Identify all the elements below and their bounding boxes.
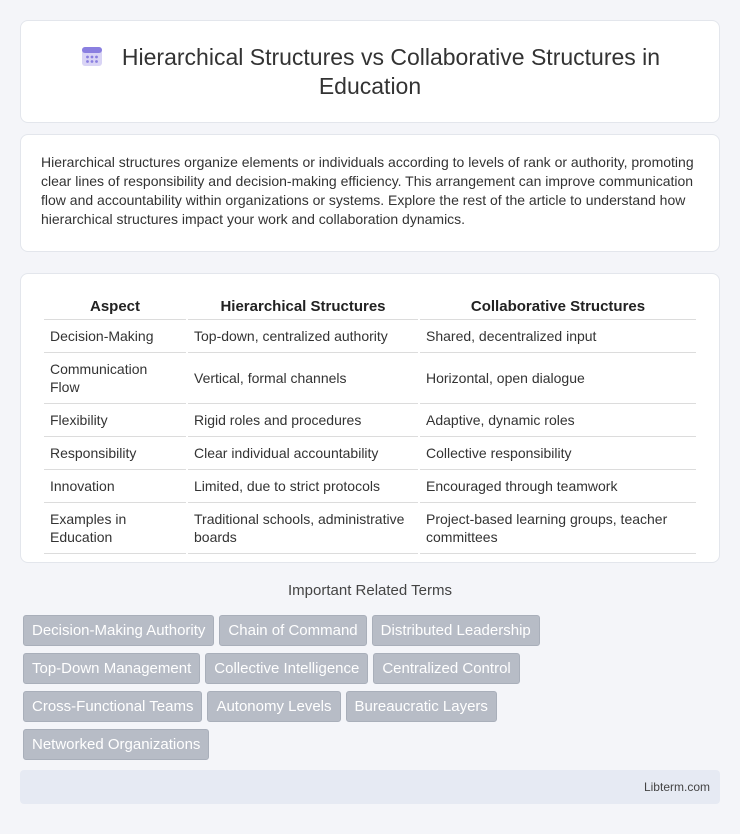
table-header-row: [44, 294, 696, 320]
table-cell: Encouraged through teamwork: [420, 470, 696, 503]
table-row: [44, 353, 696, 404]
calendar-grid-icon: [80, 44, 104, 68]
table-cell: Project-based learning groups, teacher committees: [420, 503, 696, 554]
table-cell: Rigid roles and procedures: [188, 404, 418, 437]
table-cell: Decision-Making: [44, 320, 186, 353]
table-cell: Collective responsibility: [420, 437, 696, 470]
column-header-hierarchical: Hierarchical Structures: [188, 294, 418, 320]
table-cell: Horizontal, open dialogue: [420, 353, 696, 404]
intro-card: [20, 134, 720, 252]
related-term-tag[interactable]: Centralized Control: [373, 653, 519, 684]
table-row: [44, 503, 696, 554]
page-title: Hierarchical Structures vs Collaborative Structures in Education: [121, 43, 661, 99]
related-term-tag[interactable]: Top-Down Management: [23, 653, 200, 684]
table-row: [44, 404, 696, 437]
table-cell: Vertical, formal channels: [188, 353, 418, 404]
column-header-aspect: Aspect: [44, 294, 186, 320]
table-row: [44, 320, 696, 353]
footer-site-link[interactable]: Libterm.com: [643, 780, 710, 794]
related-term-tag[interactable]: Cross-Functional Teams: [23, 691, 202, 722]
column-header-collaborative: Collaborative Structures: [420, 294, 696, 320]
table-cell: Limited, due to strict protocols: [188, 470, 418, 503]
related-term-tag[interactable]: Networked Organizations: [23, 729, 209, 760]
related-term-tag[interactable]: Autonomy Levels: [207, 691, 340, 722]
related-term-tag[interactable]: Collective Intelligence: [205, 653, 368, 684]
table-cell: Top-down, centralized authority: [188, 320, 418, 353]
related-terms-list: [23, 615, 703, 767]
related-term-tag[interactable]: Decision-Making Authority: [23, 615, 214, 646]
intro-text: Hierarchical structures organize elements or individuals according to levels of rank or authority, promoting clear lines of responsibility and decision-making efficiency. This arrangement can improve communication flow and accountability within organizations or systems. Explore the rest of the article to understand how hierarchical structures impact your work and collaboration dynamics.: [41, 154, 694, 227]
related-term-tag[interactable]: Bureaucratic Layers: [346, 691, 497, 722]
comparison-table-card: [20, 273, 720, 563]
related-term-tag[interactable]: Chain of Command: [219, 615, 366, 646]
table-cell: Responsibility: [44, 437, 186, 470]
table-cell: Clear individual accountability: [188, 437, 418, 470]
related-term-tag[interactable]: Distributed Leadership: [372, 615, 540, 646]
page-title-wrap: [60, 43, 680, 101]
related-terms-heading: Important Related Terms: [288, 582, 452, 599]
table-cell: Communication Flow: [44, 353, 186, 404]
table-cell: Adaptive, dynamic roles: [420, 404, 696, 437]
table-row: [44, 470, 696, 503]
table-cell: Examples in Education: [44, 503, 186, 554]
table-row: [44, 437, 696, 470]
table-cell: Innovation: [44, 470, 186, 503]
comparison-table: [42, 294, 698, 554]
table-cell: Traditional schools, administrative boards: [188, 503, 418, 554]
table-cell: Shared, decentralized input: [420, 320, 696, 353]
title-card: [20, 20, 720, 123]
footer: [20, 770, 720, 804]
table-cell: Flexibility: [44, 404, 186, 437]
